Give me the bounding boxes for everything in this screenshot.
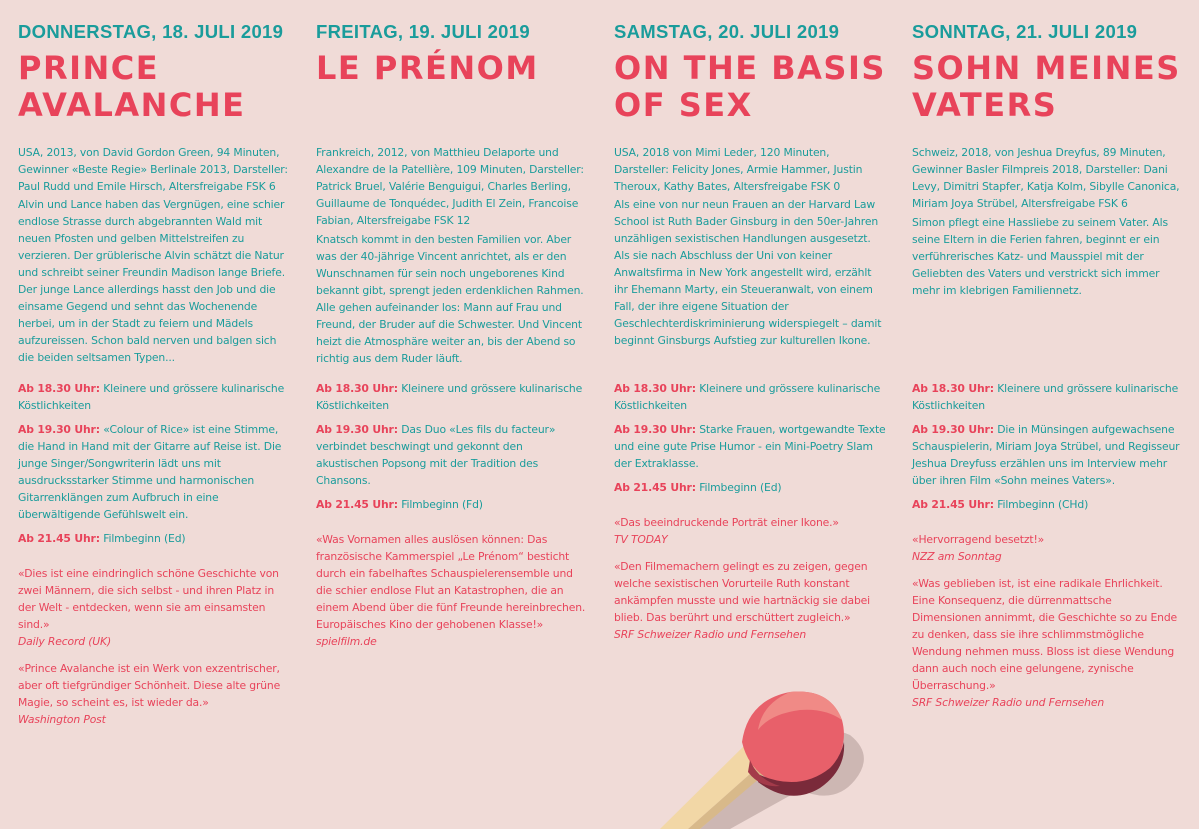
day-date: FREITAG, 19. JULI 2019: [316, 21, 530, 42]
film-description: Alvin und Lance haben das Vergnügen, eine schier endlose Strasse durch abgebrannten Wald mit neuen Pfosten und gelben Mittelstreifen zu verzieren. Der grüblerische Alvin schätzt die Natur und schreibt seiner Freundin Madison lange Briefe. Der junge Lance allerdings hasst den Job und die einsame Gegend und sehnt das Wochenende herbei, um in der Stadt zu feiern und Mädels aufzureissen. Schon bald nerven und balgen sich die beiden seltsamen Typen...: [18, 198, 285, 364]
press-quotes: [614, 514, 886, 643]
quote-source: NZZ am Sonntag: [912, 550, 1002, 563]
press-quote: [316, 531, 588, 650]
program-text: Starke Frauen, wortgewandte Texte und eine gute Prise Humor - ein Mini-Poetry Slam der Extraklasse.: [614, 423, 886, 470]
program-text: Kleinere und grössere kulinarische Köstlichkeiten: [614, 382, 881, 412]
program-time: Ab 21.45 Uhr:: [614, 481, 696, 494]
film-title-line: SOHN MEINES: [912, 49, 1181, 87]
press-quote: [912, 531, 1184, 565]
program-time: Ab 18.30 Uhr:: [316, 382, 398, 395]
quote-source: Washington Post: [18, 713, 106, 726]
program-time: Ab 19.30 Uhr:: [18, 423, 100, 436]
film-title-line: AVALANCHE: [18, 86, 246, 124]
program-text: Filmbeginn (Fd): [401, 498, 483, 511]
program-time: Ab 18.30 Uhr:: [614, 382, 696, 395]
quote-source: SRF Schweizer Radio und Fernsehen: [614, 628, 807, 641]
day-column-friday: [316, 21, 588, 648]
day-date: SONNTAG, 21. JULI 2019: [912, 21, 1138, 42]
program-item: [18, 380, 290, 414]
quote-text: «Das beeindruckende Porträt einer Ikone.»: [614, 516, 839, 529]
press-quote: [912, 575, 1184, 711]
program-item: [912, 421, 1184, 489]
quote-source: spielfilm.de: [316, 635, 377, 648]
program-text: Das Duo «Les fils du facteur» verbindet beschwingt und gekonnt den akustischen Popsong mit der Tradition des Chansons.: [316, 423, 556, 487]
quote-text: «Was geblieben ist, ist eine radikale Ehrlichkeit. Eine Konsequenz, die dürrenmattsche Dimensionen annimmt, die Geschichte so zu Ende zu denken, dass sie ihre schlimmstmögliche Wendung nehmen muss. Bloss ist diese Wendung dann auch noch eine gelungene, zynische Überraschung.»: [912, 577, 1178, 692]
program-item: [316, 421, 588, 489]
film-title: [316, 50, 588, 130]
program-time: Ab 19.30 Uhr:: [614, 423, 696, 436]
program-text: Filmbeginn (Ed): [103, 532, 186, 545]
program-time: Ab 18.30 Uhr:: [18, 382, 100, 395]
program-block: [18, 380, 290, 728]
day-date: SAMSTAG, 20. JULI 2019: [614, 21, 840, 42]
quote-source: SRF Schweizer Radio und Fernsehen: [912, 696, 1105, 709]
program-item: [18, 421, 290, 523]
quote-text: «Dies ist eine eindringlich schöne Geschichte von zwei Männern, die sich selbst - und ihren Platz in der Welt - entdecken, wenn sie am einsamsten sind.»: [18, 567, 279, 631]
quote-text: «Den Filmemachern gelingt es zu zeigen, gegen welche sexistischen Vorurteile Ruth konstant ankämpfen musste und wie hartnäckig sie dabei blieb. Das berührt und erschüttert zugleich.»: [614, 560, 871, 624]
program-time: Ab 21.45 Uhr:: [18, 532, 100, 545]
day-column-thursday: [18, 21, 290, 726]
program-block: [912, 380, 1184, 711]
quote-source: TV TODAY: [614, 533, 668, 546]
press-quotes: [316, 531, 588, 650]
film-title: [614, 50, 886, 130]
program-text: Kleinere und grössere kulinarische Köstlichkeiten: [316, 382, 583, 412]
program-time: Ab 21.45 Uhr:: [316, 498, 398, 511]
program-time: Ab 21.45 Uhr:: [912, 498, 994, 511]
quote-source: Daily Record (UK): [18, 635, 112, 648]
quote-text: «Was Vornamen alles auslösen können: Das französische Kammerspiel „Le Prénom“ besticht durch ein fabelhaftes Schauspielerensemble und die schier endlose Flut an Katastrophen, die an einem Abend über die fünf Freunde hereinbrechen. Europäisches Kino der gehobenen Klasse!»: [316, 533, 586, 631]
film-title-line: ON THE BASIS: [614, 49, 886, 87]
quote-text: «Prince Avalanche ist ein Werk von exzentrischer, aber oft tiefgründiger Schönheit. Diese alte grüne Magie, so scheint es, ist wieder da.»: [18, 662, 281, 709]
film-meta: Frankreich, 2012, von Matthieu Delaporte und Alexandre de la Patellière, 109 Minuten, Darsteller: Patrick Bruel, Valérie Benguigui, Charles Berling, Guillaume de Tonquédec, Judith El Zein, Francoise Fabian, Altersfreigabe FSK 12: [316, 146, 584, 227]
day-column-sunday: [912, 21, 1184, 709]
program-time: Ab 18.30 Uhr:: [912, 382, 994, 395]
program-block: [614, 380, 886, 643]
program-text: Die in Münsingen aufgewachsene Schauspielerin, Miriam Joya Strübel, und Regisseur Jeshua Dreyfuss erzählen uns im Interview mehr über ihren Film «Sohn meines Vaters».: [912, 423, 1180, 487]
program-text: Kleinere und grössere kulinarische Köstlichkeiten: [912, 382, 1179, 412]
film-title: [18, 50, 290, 130]
program-item: [912, 380, 1184, 414]
program-item: [614, 380, 886, 414]
match-illustration: [640, 680, 880, 829]
press-quotes: [912, 531, 1184, 711]
film-title-line: PRINCE: [18, 49, 160, 87]
program-text: «Colour of Rice» ist eine Stimme, die Hand in Hand mit der Gitarre auf Reise ist. Die junge Singer/Songwriterin lädt uns mit ausdrucksstarker Stimme und harmonischen Gitarrenklängen zum Aufbruch in eine überwältigende Gefühlswelt ein.: [18, 423, 282, 521]
program-item: [614, 479, 886, 496]
program-item: [316, 380, 588, 414]
program-time: Ab 19.30 Uhr:: [912, 423, 994, 436]
day-column-saturday: [614, 21, 886, 641]
film-title-line: VATERS: [912, 86, 1058, 124]
program-block: [316, 380, 588, 650]
quote-text: «Hervorragend besetzt!»: [912, 533, 1045, 546]
press-quote: [18, 660, 290, 728]
program-time: Ab 19.30 Uhr:: [316, 423, 398, 436]
film-description: Als eine von nur neun Frauen an der Harvard Law School ist Ruth Bader Ginsburg in den 50er-Jahren unzähligen sexistischen Handlungen ausgesetzt. Als sie nach Abschluss der Uni von keiner Anwaltsfirma in New York angestellt wird, erzählt ihr Ehemann Marty, ein Steueranwalt, von einem Fall, der ihre eigene Situation der Geschlechterdiskriminierung widerspiegelt – damit beginnt Ginsburgs Aufstieg zur kulturellen Ikone.: [614, 198, 882, 347]
film-description: Simon pflegt eine Hassliebe zu seinem Vater. Als seine Eltern in die Ferien fahren, beginnt er ein verführerisches Katz- und Mausspiel mit der Geliebten des Vaters und verstrickt sich immer mehr im klebrigen Familiennetz.: [912, 216, 1168, 297]
film-meta: Schweiz, 2018, von Jeshua Dreyfus, 89 Minuten, Gewinner Basler Filmpreis 2018, Darsteller: Dani Levy, Dimitri Stapfer, Katja Kolm, Sibylle Canonica, Miriam Joya Strübel, Altersfreigabe FSK 6: [912, 146, 1180, 210]
press-quotes: [18, 565, 290, 728]
program-item: [614, 421, 886, 472]
film-meta: USA, 2013, von David Gordon Green, 94 Minuten, Gewinner «Beste Regie» Berlinale 2013, Darsteller: Paul Rudd und Emile Hirsch, Altersfreigabe FSK 6: [18, 146, 288, 193]
press-quote: [614, 558, 886, 643]
film-meta: USA, 2018 von Mimi Leder, 120 Minuten, Darsteller: Felicity Jones, Armie Hammer, Justin Theroux, Kathy Bates, Altersfreigabe FSK 0: [614, 146, 863, 193]
program-text: Filmbeginn (CHd): [997, 498, 1089, 511]
program-item: [912, 496, 1184, 513]
program-text: Kleinere und grössere kulinarische Köstlichkeiten: [18, 382, 285, 412]
film-title: [912, 50, 1184, 130]
program-item: [18, 530, 290, 547]
film-description: Knatsch kommt in den besten Familien vor. Aber was der 40-jährige Vincent anrichtet, als er den Wunschnamen für sein noch ungeborenes Kind bekannt gibt, sprengt jeden erdenklichen Rahmen. Alle gehen aufeinander los: Mann auf Frau und Freund, der Bruder auf die Schwester. Und Vincent heizt die Atmosphäre weiter an, bis der Abend so richtig aus dem Ruder läuft.: [316, 233, 584, 365]
program-item: [316, 496, 588, 513]
press-quote: [614, 514, 886, 548]
film-title-line: OF SEX: [614, 86, 753, 124]
film-title-line: LE PRÉNOM: [316, 49, 539, 87]
day-date: DONNERSTAG, 18. JULI 2019: [18, 21, 284, 42]
press-quote: [18, 565, 290, 650]
program-text: Filmbeginn (Ed): [699, 481, 782, 494]
